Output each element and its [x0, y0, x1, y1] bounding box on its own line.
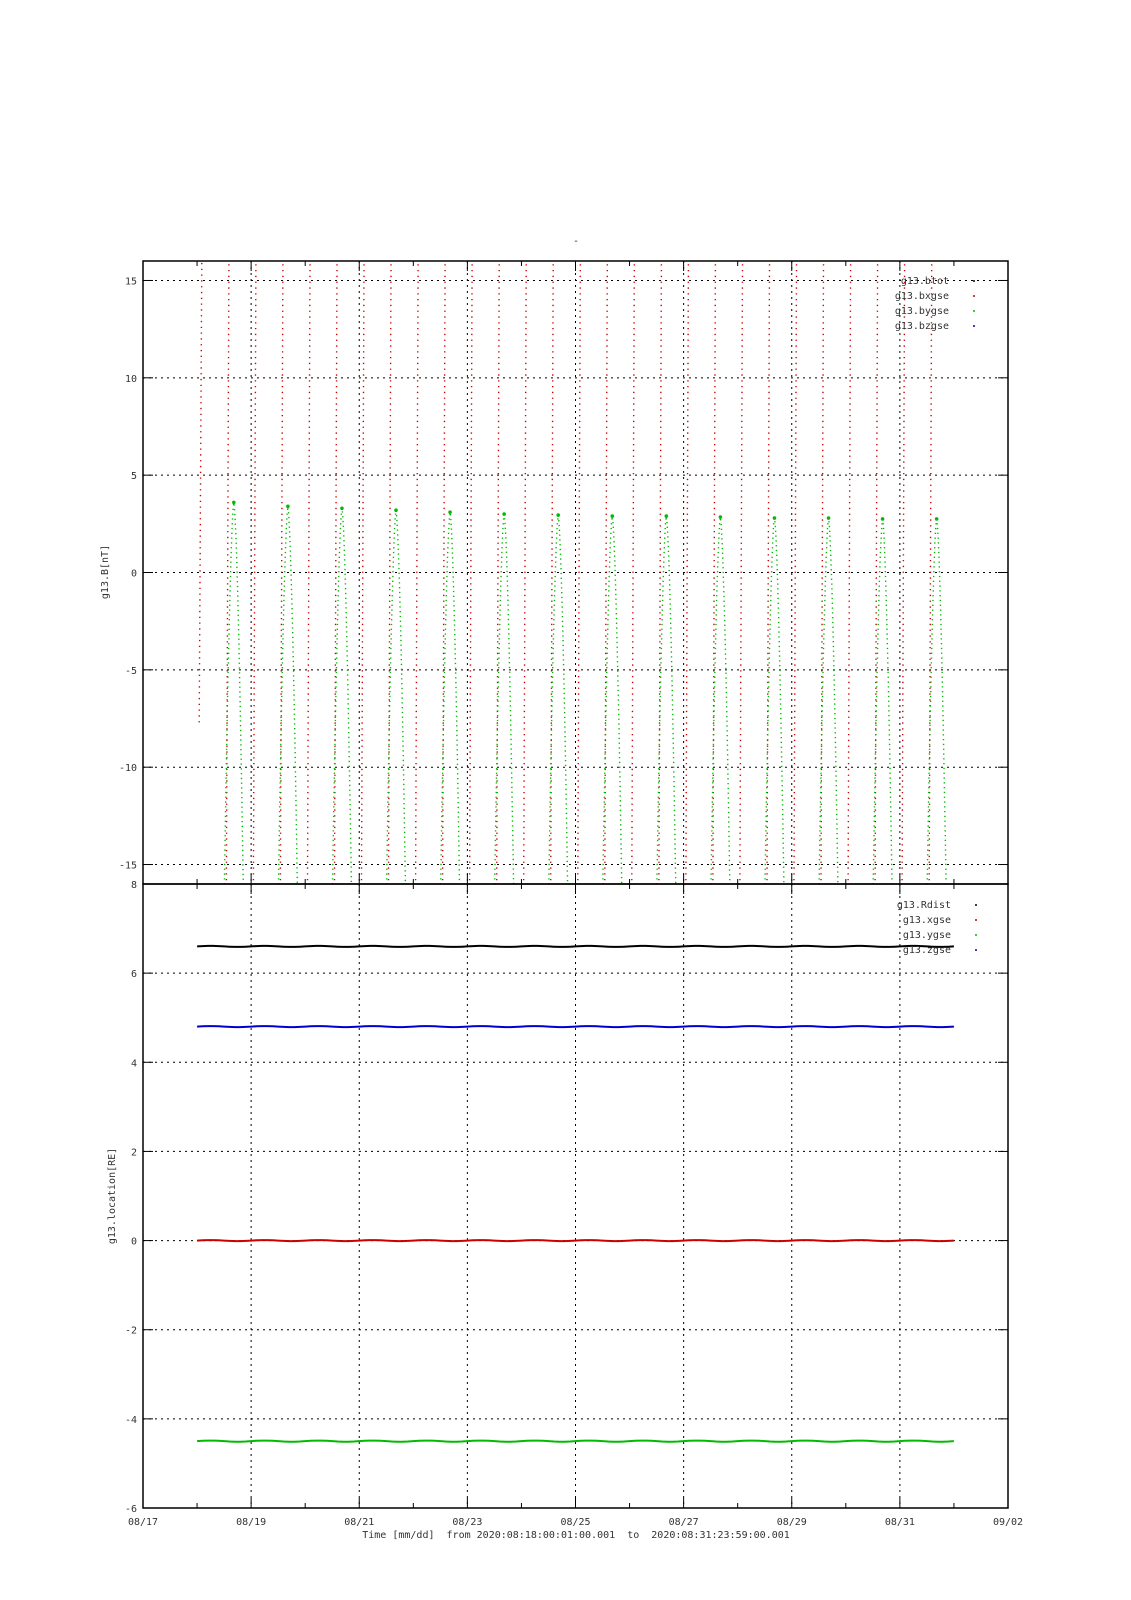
top-grid: [143, 261, 1008, 884]
bottom-panel: [107, 880, 1008, 1515]
bygse-peak-point: [827, 516, 831, 520]
x-tick-label: 08/25: [560, 1517, 591, 1528]
legend-label: g13.bygse: [894, 306, 949, 317]
figure-title: -: [572, 236, 580, 247]
legend-swatch: [975, 904, 977, 906]
legend-swatch: [973, 325, 975, 327]
bygse-peak-point: [232, 501, 236, 505]
time-caption-label: Time [mm/dd]: [362, 1530, 435, 1541]
bottom-y-tick-label: 0: [130, 1236, 137, 1248]
legend-label: g13.Rdist: [896, 900, 951, 911]
time-caption-from-word: from: [446, 1530, 471, 1541]
bottom-y-tick-label: -2: [124, 1325, 137, 1337]
bygse-peak-line: [711, 517, 730, 904]
bygse-peak-line: [819, 518, 838, 904]
legend-swatch: [975, 919, 977, 921]
bottom-y-tick-label: 2: [130, 1147, 137, 1159]
bygse-peak-point: [773, 516, 777, 520]
time-caption-to-word: to: [627, 1530, 640, 1541]
top-y-tick-label: -15: [118, 860, 137, 872]
legend-label: g13.ygse: [902, 930, 951, 941]
bygse-peak-line: [873, 519, 893, 904]
bygse-peak-point: [340, 506, 344, 510]
legend-label: g13.xgse: [902, 915, 951, 926]
legend-swatch: [973, 295, 975, 297]
bygse-peak-point: [556, 513, 560, 517]
x-tick-label: 08/21: [344, 1517, 375, 1528]
legend-swatch: [975, 934, 977, 936]
bottom-y-tick-label: 6: [130, 969, 137, 981]
legend-label: g13.zgse: [902, 945, 951, 956]
bygse-peak-point: [881, 517, 885, 521]
bottom-y-tick-label: 4: [130, 1058, 137, 1070]
bygse-peak-point: [935, 517, 939, 521]
top-y-tick-label: 5: [130, 471, 137, 483]
x-tick-label: 08/19: [236, 1517, 267, 1528]
bygse-peak-point: [448, 510, 452, 514]
top-y-tick-label: -10: [118, 763, 137, 775]
bygse-peak-point: [610, 514, 614, 518]
bottom-y-axis-label: g13.location[RE]: [107, 1147, 118, 1245]
bygse-peak-line: [224, 502, 244, 903]
bottom-grid: [143, 884, 1008, 1508]
legend-swatch: [973, 310, 975, 312]
bottom-y-tick-label: 8: [130, 880, 137, 891]
top-y-tick-label: 10: [124, 373, 137, 385]
bygse-peak-point: [286, 505, 290, 509]
top-y-axis-label: g13.B[nT]: [100, 544, 111, 600]
bottom-legend: [897, 900, 977, 956]
top-legend: [895, 276, 975, 332]
bygse-peak-line: [765, 518, 785, 904]
location-series-line-g13-ygse: [197, 1441, 954, 1442]
bygse-peak-point: [665, 514, 669, 518]
x-tick-label: 08/17: [127, 1517, 159, 1528]
location-series-line-g13-xgse: [197, 1240, 954, 1241]
legend-swatch: [975, 949, 977, 951]
time-caption-from: 2020:08:18:00:01:00.001: [476, 1530, 616, 1541]
location-series-line-g13-zgse: [197, 1026, 954, 1027]
top-ticks: [119, 261, 1008, 894]
x-tick-label: 08/23: [452, 1517, 483, 1528]
top-panel: [100, 242, 1008, 904]
bottom-series-layer: [197, 946, 954, 1442]
top-y-tick-label: -5: [124, 665, 137, 677]
x-tick-label: 08/29: [776, 1517, 807, 1528]
top-y-tick-label: 15: [124, 276, 137, 288]
x-tick-label: 08/31: [884, 1517, 915, 1528]
bottom-y-tick-label: -4: [124, 1414, 137, 1426]
x-tick-label: 09/02: [992, 1517, 1024, 1528]
bottom-y-tick-label: -6: [124, 1504, 137, 1515]
bottom-ticks: [125, 880, 1008, 1515]
top-y-tick-label: 0: [130, 568, 137, 580]
legend-label: g13.bxgse: [894, 291, 949, 302]
location-series-line-g13-Rdist: [197, 946, 954, 947]
x-tick-label: 08/27: [668, 1517, 699, 1528]
bxgse-series-line: [199, 242, 932, 904]
time-caption-to: 2020:08:31:23:59:00.001: [651, 1530, 790, 1541]
legend-swatch: [973, 280, 975, 282]
legend-label: g13.bzgse: [894, 321, 949, 332]
legend-label: g13.btot: [900, 276, 949, 287]
bygse-peak-point: [502, 512, 506, 516]
bygse-peak-line: [927, 519, 947, 904]
time-caption: [362, 1530, 790, 1541]
x-axis-tick-labels: [128, 1517, 1023, 1528]
bygse-peak-point: [719, 515, 723, 519]
bygse-peak-point: [394, 508, 398, 512]
